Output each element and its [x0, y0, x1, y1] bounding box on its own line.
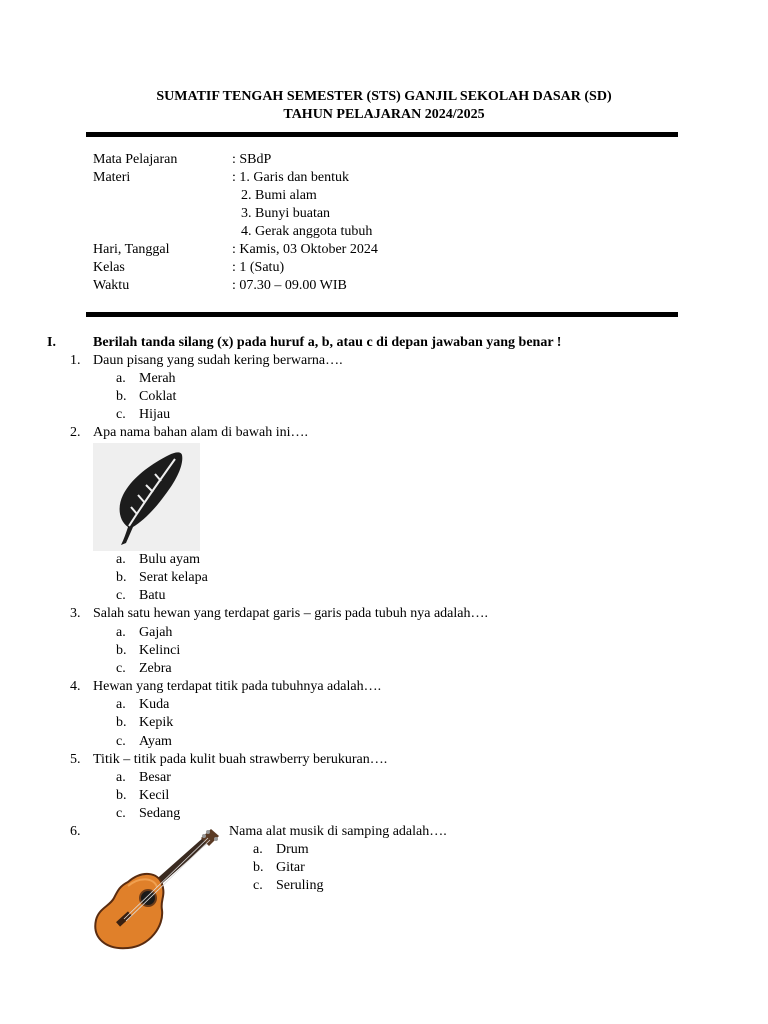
option-text: Ayam	[139, 734, 172, 749]
section-instruction: Berilah tanda silang (x) pada huruf a, b, atau c di depan jawaban yang benar !	[93, 335, 562, 350]
question-text: Apa nama bahan alam di bawah ini….	[93, 425, 308, 440]
option-letter: c.	[116, 661, 126, 676]
option-letter: c.	[116, 588, 126, 603]
header-rule-top	[86, 132, 678, 137]
date-value: : Kamis, 03 Oktober 2024	[232, 242, 378, 257]
question-text: Titik – titik pada kulit buah strawberry berukuran….	[93, 752, 388, 767]
option-text: Merah	[139, 371, 176, 386]
materi-label: Materi	[93, 170, 131, 185]
option-letter: b.	[253, 860, 264, 875]
guitar-image	[88, 826, 223, 954]
option-letter: a.	[116, 770, 126, 785]
section-numeral: I.	[47, 335, 56, 350]
time-label: Waktu	[93, 278, 130, 293]
option-text: Gitar	[276, 860, 305, 875]
question-number: 5.	[70, 752, 81, 767]
option-letter: c.	[116, 407, 126, 422]
class-label: Kelas	[93, 260, 125, 275]
option-text: Kepik	[139, 715, 174, 730]
exam-title: SUMATIF TENGAH SEMESTER (STS) GANJIL SEKOLAH DASAR (SD)	[156, 89, 612, 104]
option-letter: b.	[116, 570, 127, 585]
feather-icon	[93, 443, 200, 551]
materi-item: 4. Gerak anggota tubuh	[241, 224, 373, 239]
materi-item: 2. Bumi alam	[241, 188, 317, 203]
question-number: 2.	[70, 425, 81, 440]
date-label: Hari, Tanggal	[93, 242, 170, 257]
option-text: Coklat	[139, 389, 177, 404]
option-text: Batu	[139, 588, 166, 603]
time-value: : 07.30 – 09.00 WIB	[232, 278, 347, 293]
class-value: : 1 (Satu)	[232, 260, 285, 275]
option-letter: c.	[253, 878, 263, 893]
option-text: Serat kelapa	[139, 570, 208, 585]
question-number: 6.	[70, 824, 81, 839]
guitar-icon	[88, 826, 223, 954]
materi-item: 3. Bunyi buatan	[241, 206, 331, 221]
option-letter: b.	[116, 788, 127, 803]
option-letter: c.	[116, 734, 126, 749]
option-letter: a.	[116, 625, 126, 640]
materi-item: : 1. Garis dan bentuk	[232, 170, 350, 185]
question-text: Salah satu hewan yang terdapat garis – garis pada tubuh nya adalah….	[93, 606, 488, 621]
option-text: Gajah	[139, 625, 173, 640]
subject-label: Mata Pelajaran	[93, 152, 178, 167]
option-letter: b.	[116, 389, 127, 404]
question-number: 1.	[70, 353, 81, 368]
question-number: 4.	[70, 679, 81, 694]
question-text: Nama alat musik di samping adalah….	[229, 824, 447, 839]
option-letter: c.	[116, 806, 126, 821]
question-text: Hewan yang terdapat titik pada tubuhnya adalah….	[93, 679, 382, 694]
option-text: Kecil	[139, 788, 170, 803]
option-letter: b.	[116, 643, 127, 658]
option-letter: b.	[116, 715, 127, 730]
option-text: Zebra	[139, 661, 172, 676]
exam-year: TAHUN PELAJARAN 2024/2025	[283, 107, 485, 122]
option-letter: a.	[253, 842, 263, 857]
question-text: Daun pisang yang sudah kering berwarna….	[93, 353, 343, 368]
option-text: Bulu ayam	[139, 552, 201, 567]
option-letter: a.	[116, 371, 126, 386]
option-text: Hijau	[139, 407, 171, 422]
option-text: Drum	[276, 842, 309, 857]
option-text: Seruling	[276, 878, 324, 893]
option-text: Sedang	[139, 806, 181, 821]
question-number: 3.	[70, 606, 81, 621]
option-letter: a.	[116, 552, 126, 567]
option-text: Kelinci	[139, 643, 181, 658]
header-rule-bottom	[86, 312, 678, 317]
feather-image	[93, 443, 200, 551]
subject-value: : SBdP	[232, 152, 272, 167]
option-text: Kuda	[139, 697, 170, 712]
option-text: Besar	[139, 770, 171, 785]
option-letter: a.	[116, 697, 126, 712]
